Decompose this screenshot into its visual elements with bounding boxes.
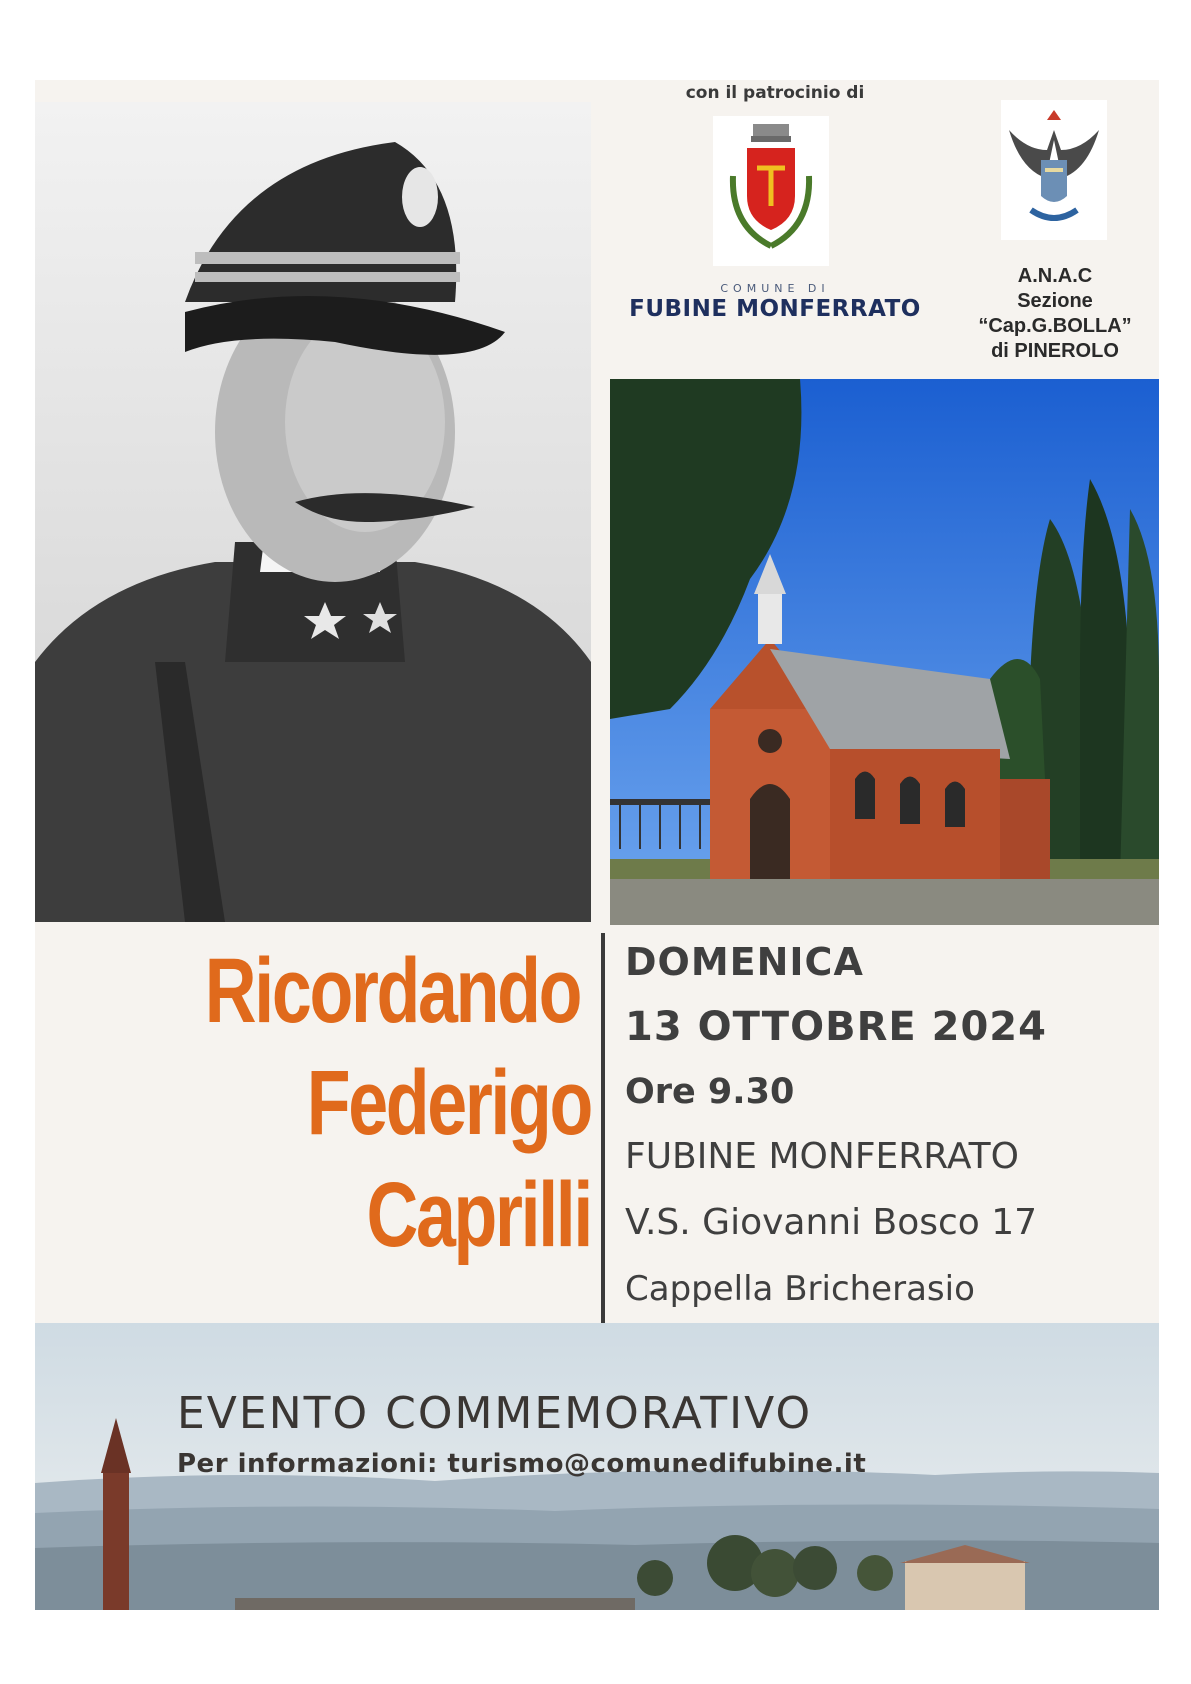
contact-info: Per informazioni: turismo@comunedifubine.it [177, 1449, 867, 1479]
title-line-3: Caprilli [366, 1164, 591, 1266]
event-details [625, 930, 1155, 1322]
comune-crest-logo [713, 116, 829, 266]
event-day: DOMENICA [625, 940, 864, 984]
anac-line-2: Sezione [1017, 290, 1093, 312]
poster [35, 80, 1159, 1610]
comune-small-label: COMUNE DI [720, 282, 830, 295]
anac-label [965, 264, 1145, 364]
event-date: 13 OTTOBRE 2024 [625, 1004, 1047, 1050]
anac-line-3: “Cap.G.BOLLA” [978, 315, 1132, 337]
event-address: V.S. Giovanni Bosco 17 [625, 1202, 1038, 1243]
chapel-photo [610, 379, 1159, 925]
event-venue: Cappella Bricherasio [625, 1269, 975, 1309]
title-line-2: Federigo [306, 1052, 591, 1154]
event-title [35, 935, 591, 1271]
anac-line-4: di PINEROLO [991, 340, 1119, 362]
vertical-divider [601, 933, 605, 1325]
anac-eagle-logo [1001, 100, 1107, 240]
event-town: FUBINE MONFERRATO [625, 1136, 1019, 1177]
comune-name: FUBINE MONFERRATO [629, 296, 921, 322]
portrait-photo [35, 102, 591, 922]
patronage-label: con il patrocinio di [685, 83, 865, 103]
event-time: Ore 9.30 [625, 1072, 795, 1112]
event-type-label: EVENTO COMMEMORATIVO [177, 1388, 813, 1439]
anac-line-1: A.N.A.C [1017, 265, 1093, 287]
title-line-1: Ricordando [204, 940, 581, 1042]
